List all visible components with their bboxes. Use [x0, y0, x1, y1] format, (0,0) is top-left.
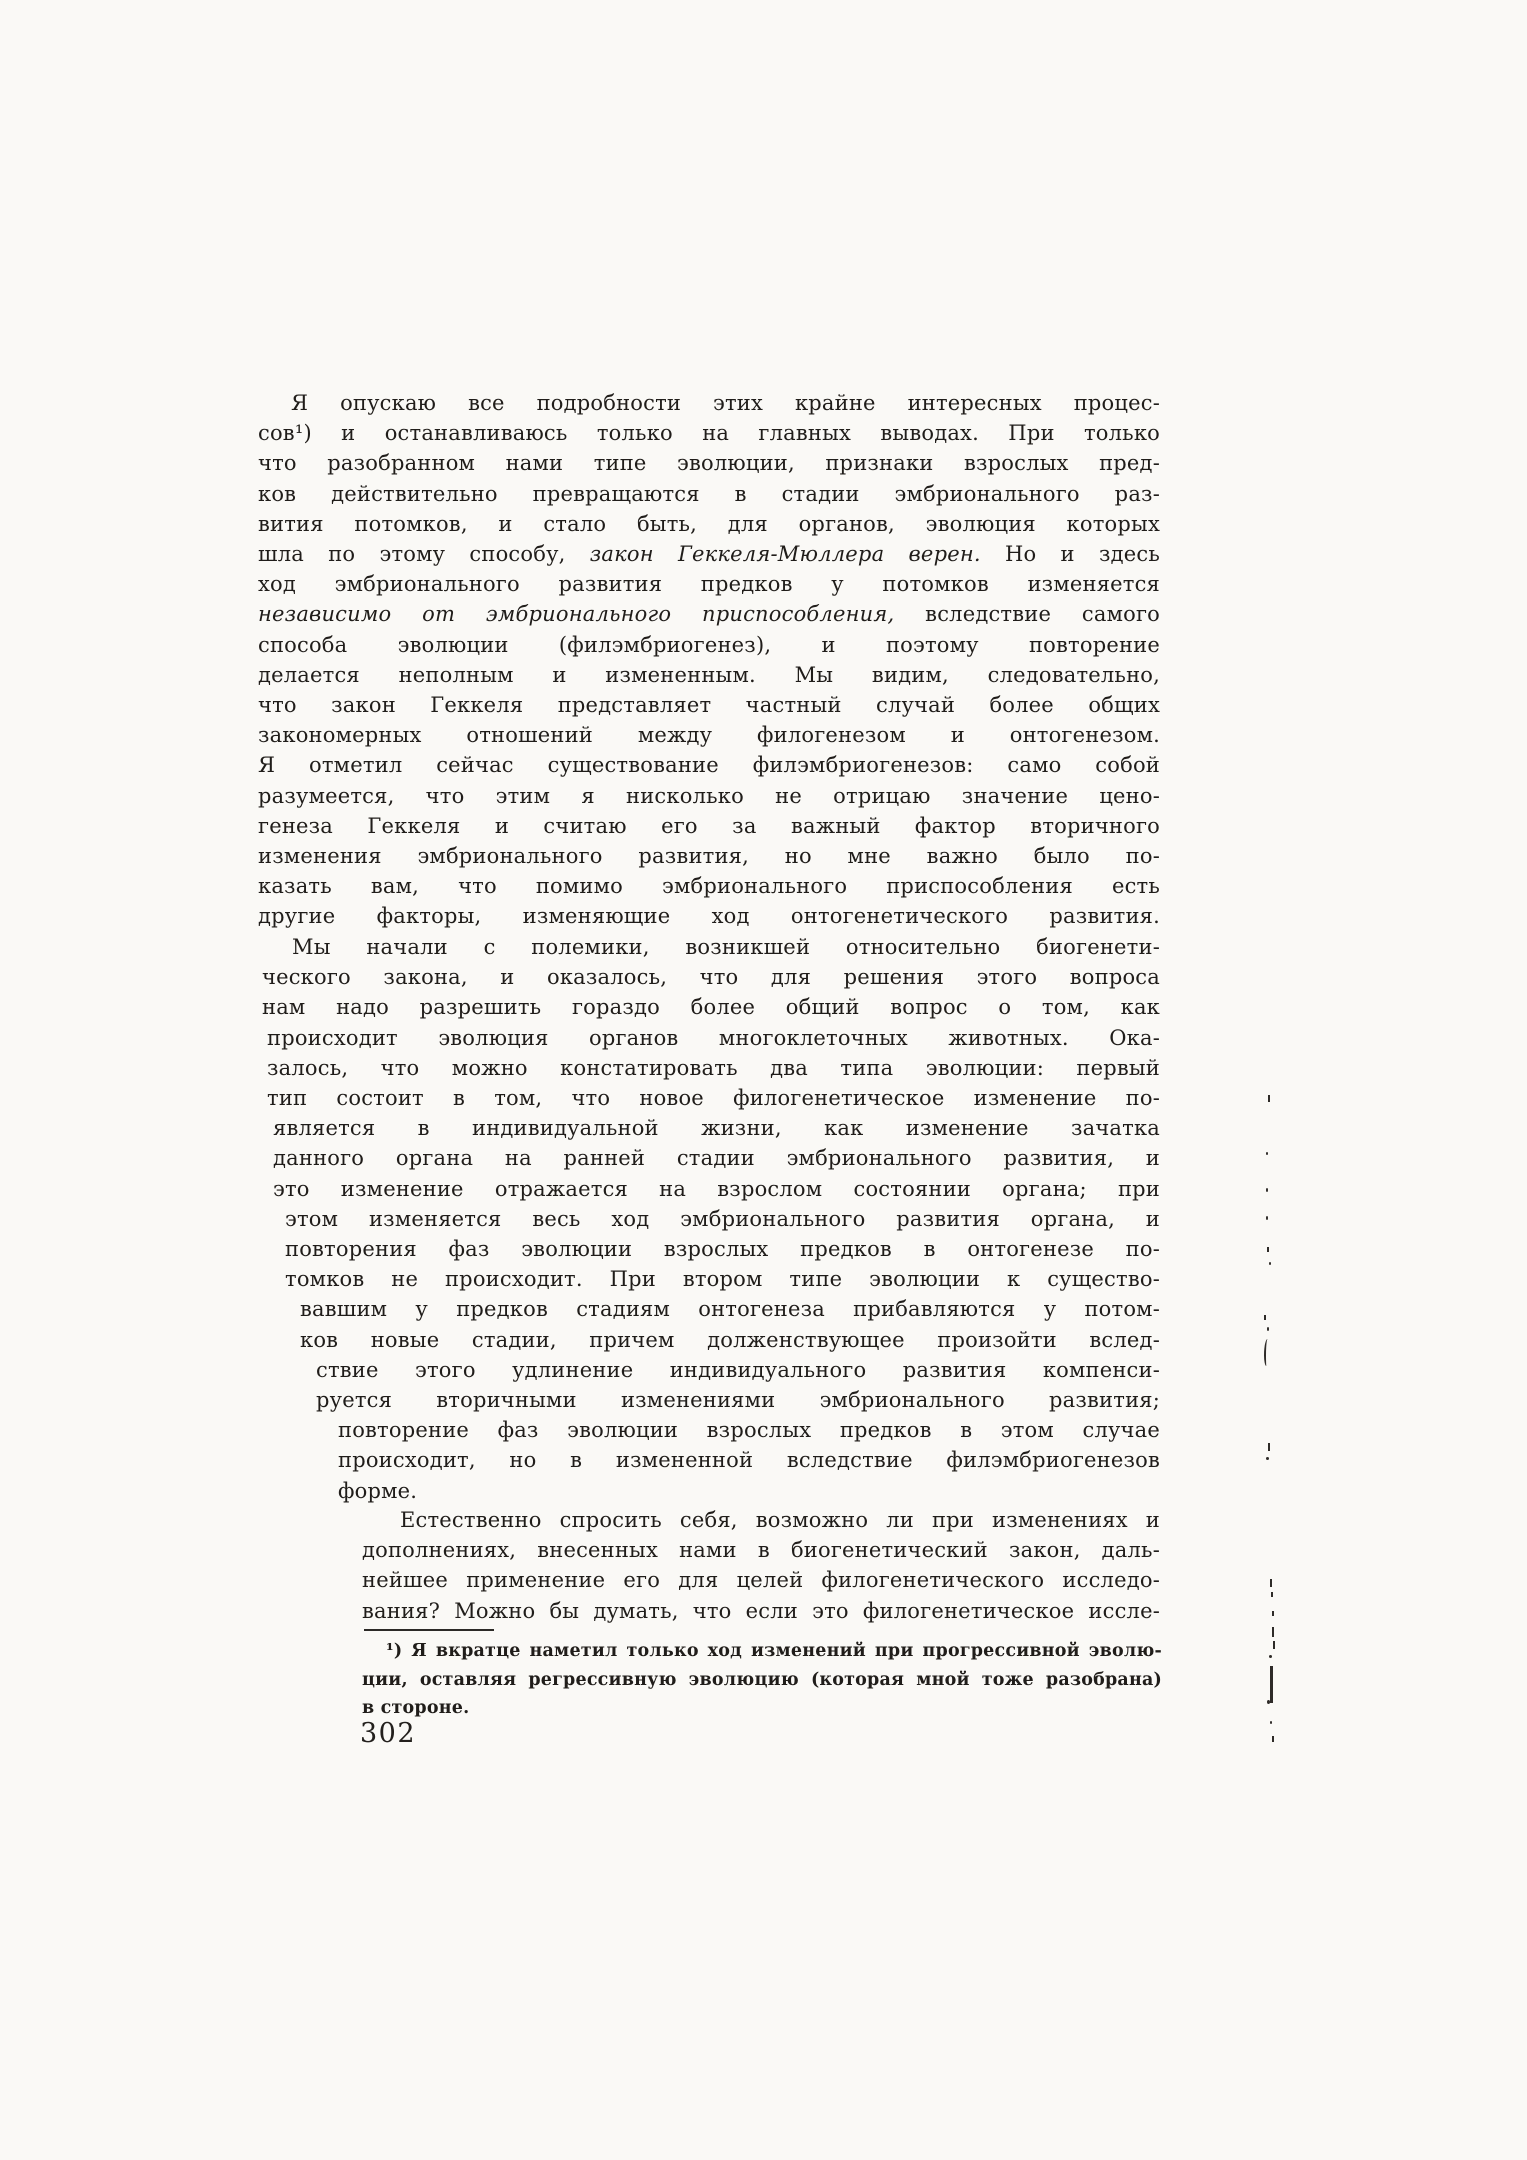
text-line: разумеется, что этим я нисколько не отрицаю значение цено- — [258, 783, 1160, 808]
text-line: Естественно спросить себя, возможно ли при изменениях и — [400, 1508, 1160, 1532]
margin-mark — [1272, 1611, 1274, 1616]
margin-mark — [1269, 1655, 1272, 1658]
text-line: закономерных отношений между филогенезом и онтогенезом. — [258, 723, 1160, 748]
page-number: 302 — [360, 1718, 417, 1749]
text-line: изменения эмбрионального развития, но мне важно было по- — [258, 844, 1160, 869]
text-line: данного органа на ранней стадии эмбрионального развития, и — [273, 1146, 1160, 1171]
text-line — [258, 539, 1160, 569]
text-line: вания? Можно бы думать, что если это филогенетическое иссле- — [362, 1598, 1160, 1623]
text-line: тип состоит в том, что новое филогенетическое изменение по- — [267, 1086, 1160, 1111]
text-line: ческого закона, и оказалось, что для решения этого вопроса — [262, 965, 1160, 990]
text-line: что закон Геккеля представляет частный случай более общих — [258, 693, 1160, 718]
text-line: этом изменяется весь ход эмбрионального развития органа, и — [285, 1206, 1160, 1231]
text-line: томков не происходит. При втором типе эволюции к существо- — [285, 1267, 1160, 1292]
text-line: ков новые стадии, причем долженствующее произойти вслед- — [300, 1327, 1160, 1352]
text-line: Мы начали с полемики, возникшей относительно биогенети- — [292, 935, 1160, 959]
text-line: казать вам, что помимо эмбрионального приспособления есть — [258, 874, 1160, 899]
margin-mark — [1270, 1721, 1272, 1724]
paragraph-2 — [258, 932, 1160, 1506]
italic-phrase: закон Геккеля-Мюллера верен. — [589, 542, 981, 567]
text-line: это изменение отражается на взрослом состоянии органа; при — [273, 1176, 1160, 1201]
margin-mark — [1266, 1216, 1268, 1220]
footnote-separator-rule — [364, 1629, 494, 1631]
text-line: ¹) Я вкратце наметил только ход изменений при прогрессивной эволю- — [386, 1641, 1162, 1661]
text-line: нам надо разрешить гораздо более общий вопрос о том, как — [262, 995, 1160, 1020]
margin-mark — [1264, 1315, 1266, 1320]
margin-mark — [1270, 1579, 1272, 1587]
italic-phrase: независимо от эмбрионального приспособления, — [258, 602, 895, 627]
margin-mark — [1267, 1247, 1269, 1252]
text-line: сов¹) и останавливаюсь только на главных выводах. При только — [258, 421, 1160, 446]
text-line: ции, оставляя регрессивную эволюцию (которая мной тоже разобрана) — [362, 1669, 1162, 1690]
margin-mark — [1272, 1736, 1274, 1742]
text-line: нейшее применение его для целей филогенетического исследо- — [362, 1568, 1160, 1593]
margin-mark — [1267, 1700, 1270, 1704]
text-line: ствие этого удлинение индивидуального развития компенси- — [316, 1357, 1160, 1382]
margin-mark — [1264, 1339, 1270, 1366]
text-line: что разобранном нами типе эволюции, признаки взрослых пред- — [258, 451, 1160, 476]
margin-mark — [1266, 1152, 1268, 1155]
text-line: руется вторичными изменениями эмбрионального развития; — [316, 1388, 1160, 1413]
margin-mark — [1270, 1666, 1273, 1703]
margin-mark — [1268, 1443, 1270, 1451]
text-line: другие факторы, изменяющие ход онтогенетического развития. — [258, 904, 1160, 929]
margin-mark — [1272, 1627, 1274, 1637]
paragraph-3 — [258, 1505, 1160, 1626]
text-line: ход эмбрионального развития предков у потомков изменяется — [258, 572, 1160, 597]
text-line: залось, что можно констатировать два типа эволюции: первый — [267, 1055, 1160, 1080]
footnote — [362, 1637, 1162, 1723]
margin-mark — [1267, 1327, 1269, 1331]
text-line: Я отметил сейчас существование филэмбриогенезов: само собой — [258, 753, 1160, 778]
margin-mark — [1268, 1095, 1270, 1102]
paragraph-1 — [258, 388, 1160, 932]
text-line: ков действительно превращаются в стадии эмбрионального раз- — [258, 481, 1160, 506]
text-line: генеза Геккеля и считаю его за важный фактор вторичного — [258, 813, 1160, 838]
text-line: в стороне. — [362, 1698, 470, 1718]
text-line: является в индивидуальной жизни, как изменение зачатка — [273, 1116, 1160, 1141]
margin-mark — [1266, 1188, 1268, 1192]
text-line: вития потомков, и стало быть, для органов, эволюция которых — [258, 511, 1160, 536]
text-line: повторение фаз эволюции взрослых предков в этом случае — [338, 1418, 1160, 1443]
text-line: способа эволюции (филэмбриогенез), и поэтому повторение — [258, 632, 1160, 657]
margin-mark — [1273, 1641, 1275, 1649]
text-line: повторения фаз эволюции взрослых предков в онтогенезе по- — [285, 1237, 1160, 1262]
margin-mark — [1271, 1592, 1273, 1597]
text-line: происходит, но в измененной вследствие филэмбриогенезов — [338, 1448, 1160, 1473]
text-line: дополнениях, внесенных нами в биогенетический закон, даль- — [362, 1538, 1160, 1563]
text-line — [258, 599, 1160, 629]
text-segment: шла по этому способу, — [258, 542, 590, 567]
text-segment: вследствие самого — [894, 602, 1161, 627]
text-line: делается неполным и измененным. Мы видим, следовательно, — [258, 662, 1160, 687]
text-line: Я опускаю все подробности этих крайне интересных процес- — [291, 391, 1160, 415]
text-line: вавшим у предков стадиям онтогенеза прибавляются у потом- — [300, 1297, 1160, 1322]
text-segment: Но и здесь — [980, 542, 1160, 567]
margin-mark — [1266, 1457, 1269, 1460]
text-line: происходит эволюция органов многоклеточных животных. Ока- — [267, 1025, 1160, 1050]
text-line: форме. — [338, 1478, 418, 1503]
margin-mark — [1269, 1262, 1271, 1265]
